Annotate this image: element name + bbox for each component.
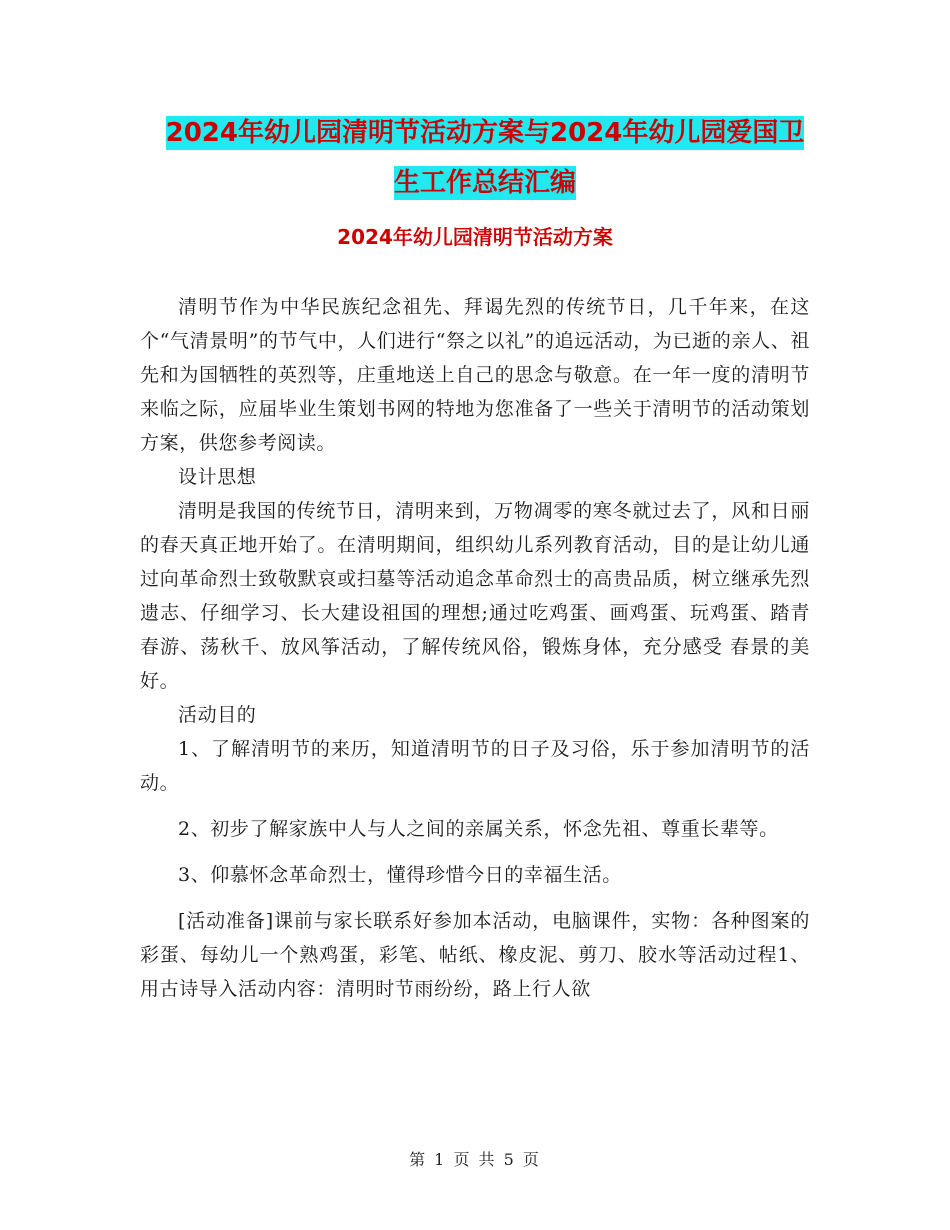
title-line-1: 2024年幼儿园清明节活动方案与2024年幼儿园爱国卫 xyxy=(165,118,805,148)
heading-activity-goal: 活动目的 xyxy=(178,704,257,726)
document-title xyxy=(140,108,830,208)
heading-design-idea: 设计思想 xyxy=(178,466,257,488)
goal-item-1: 1、了解清明节的来历，知道清明节的日子及习俗，乐于参加清明节的活动。 xyxy=(140,738,810,794)
goal-item-3: 3、仰慕怀念革命烈士，懂得珍惜今日的幸福生活。 xyxy=(178,864,622,886)
title-line-2: 生工作总结汇编 xyxy=(393,168,576,198)
paragraph-design-idea: 清明是我国的传统节日，清明来到，万物凋零的寒冬就过去了，风和日丽的春天真正地开始了。在清明期间，组织幼儿系列教育活动，目的是让幼儿通过向革命烈士致敬默哀或扫墓等活动追念革命烈士的高贵品质，树立继承先烈遗志、仔细学习、长大建设祖国的理想;通过吃鸡蛋、画鸡蛋、玩鸡蛋、踏青春游、荡秋千、放风筝活动，了解传统风俗，锻炼身体，充分感受 春景的美好。 xyxy=(140,500,810,692)
document-body xyxy=(140,290,810,1006)
paragraph-preparation: [活动准备]课前与家长联系好参加本活动，电脑课件，实物：各种图案的彩蛋、每幼儿一个熟鸡蛋，彩笔、帖纸、橡皮泥、剪刀、胶水等活动过程1、用古诗导入活动内容：清明时节雨纷纷，路上行人欲 xyxy=(140,910,810,1000)
paragraph-intro: 清明节作为中华民族纪念祖先、拜谒先烈的传统节日，几千年来，在这个“气清景明”的节气中，人们进行“祭之以礼”的追远活动，为已逝的亲人、祖先和为国牺牲的英烈等，庄重地送上自己的思念与敬意。在一年一度的清明节来临之际，应届毕业生策划书网的特地为您准备了一些关于清明节的活动策划方案，供您参考阅读。 xyxy=(140,296,810,454)
section-title: 2024年幼儿园清明节活动方案 xyxy=(337,225,613,249)
page-number-footer: 第 1 页 共 5 页 xyxy=(409,1150,541,1169)
goal-item-2: 2、初步了解家族中人与人之间的亲属关系，怀念先祖、尊重长辈等。 xyxy=(178,818,779,840)
